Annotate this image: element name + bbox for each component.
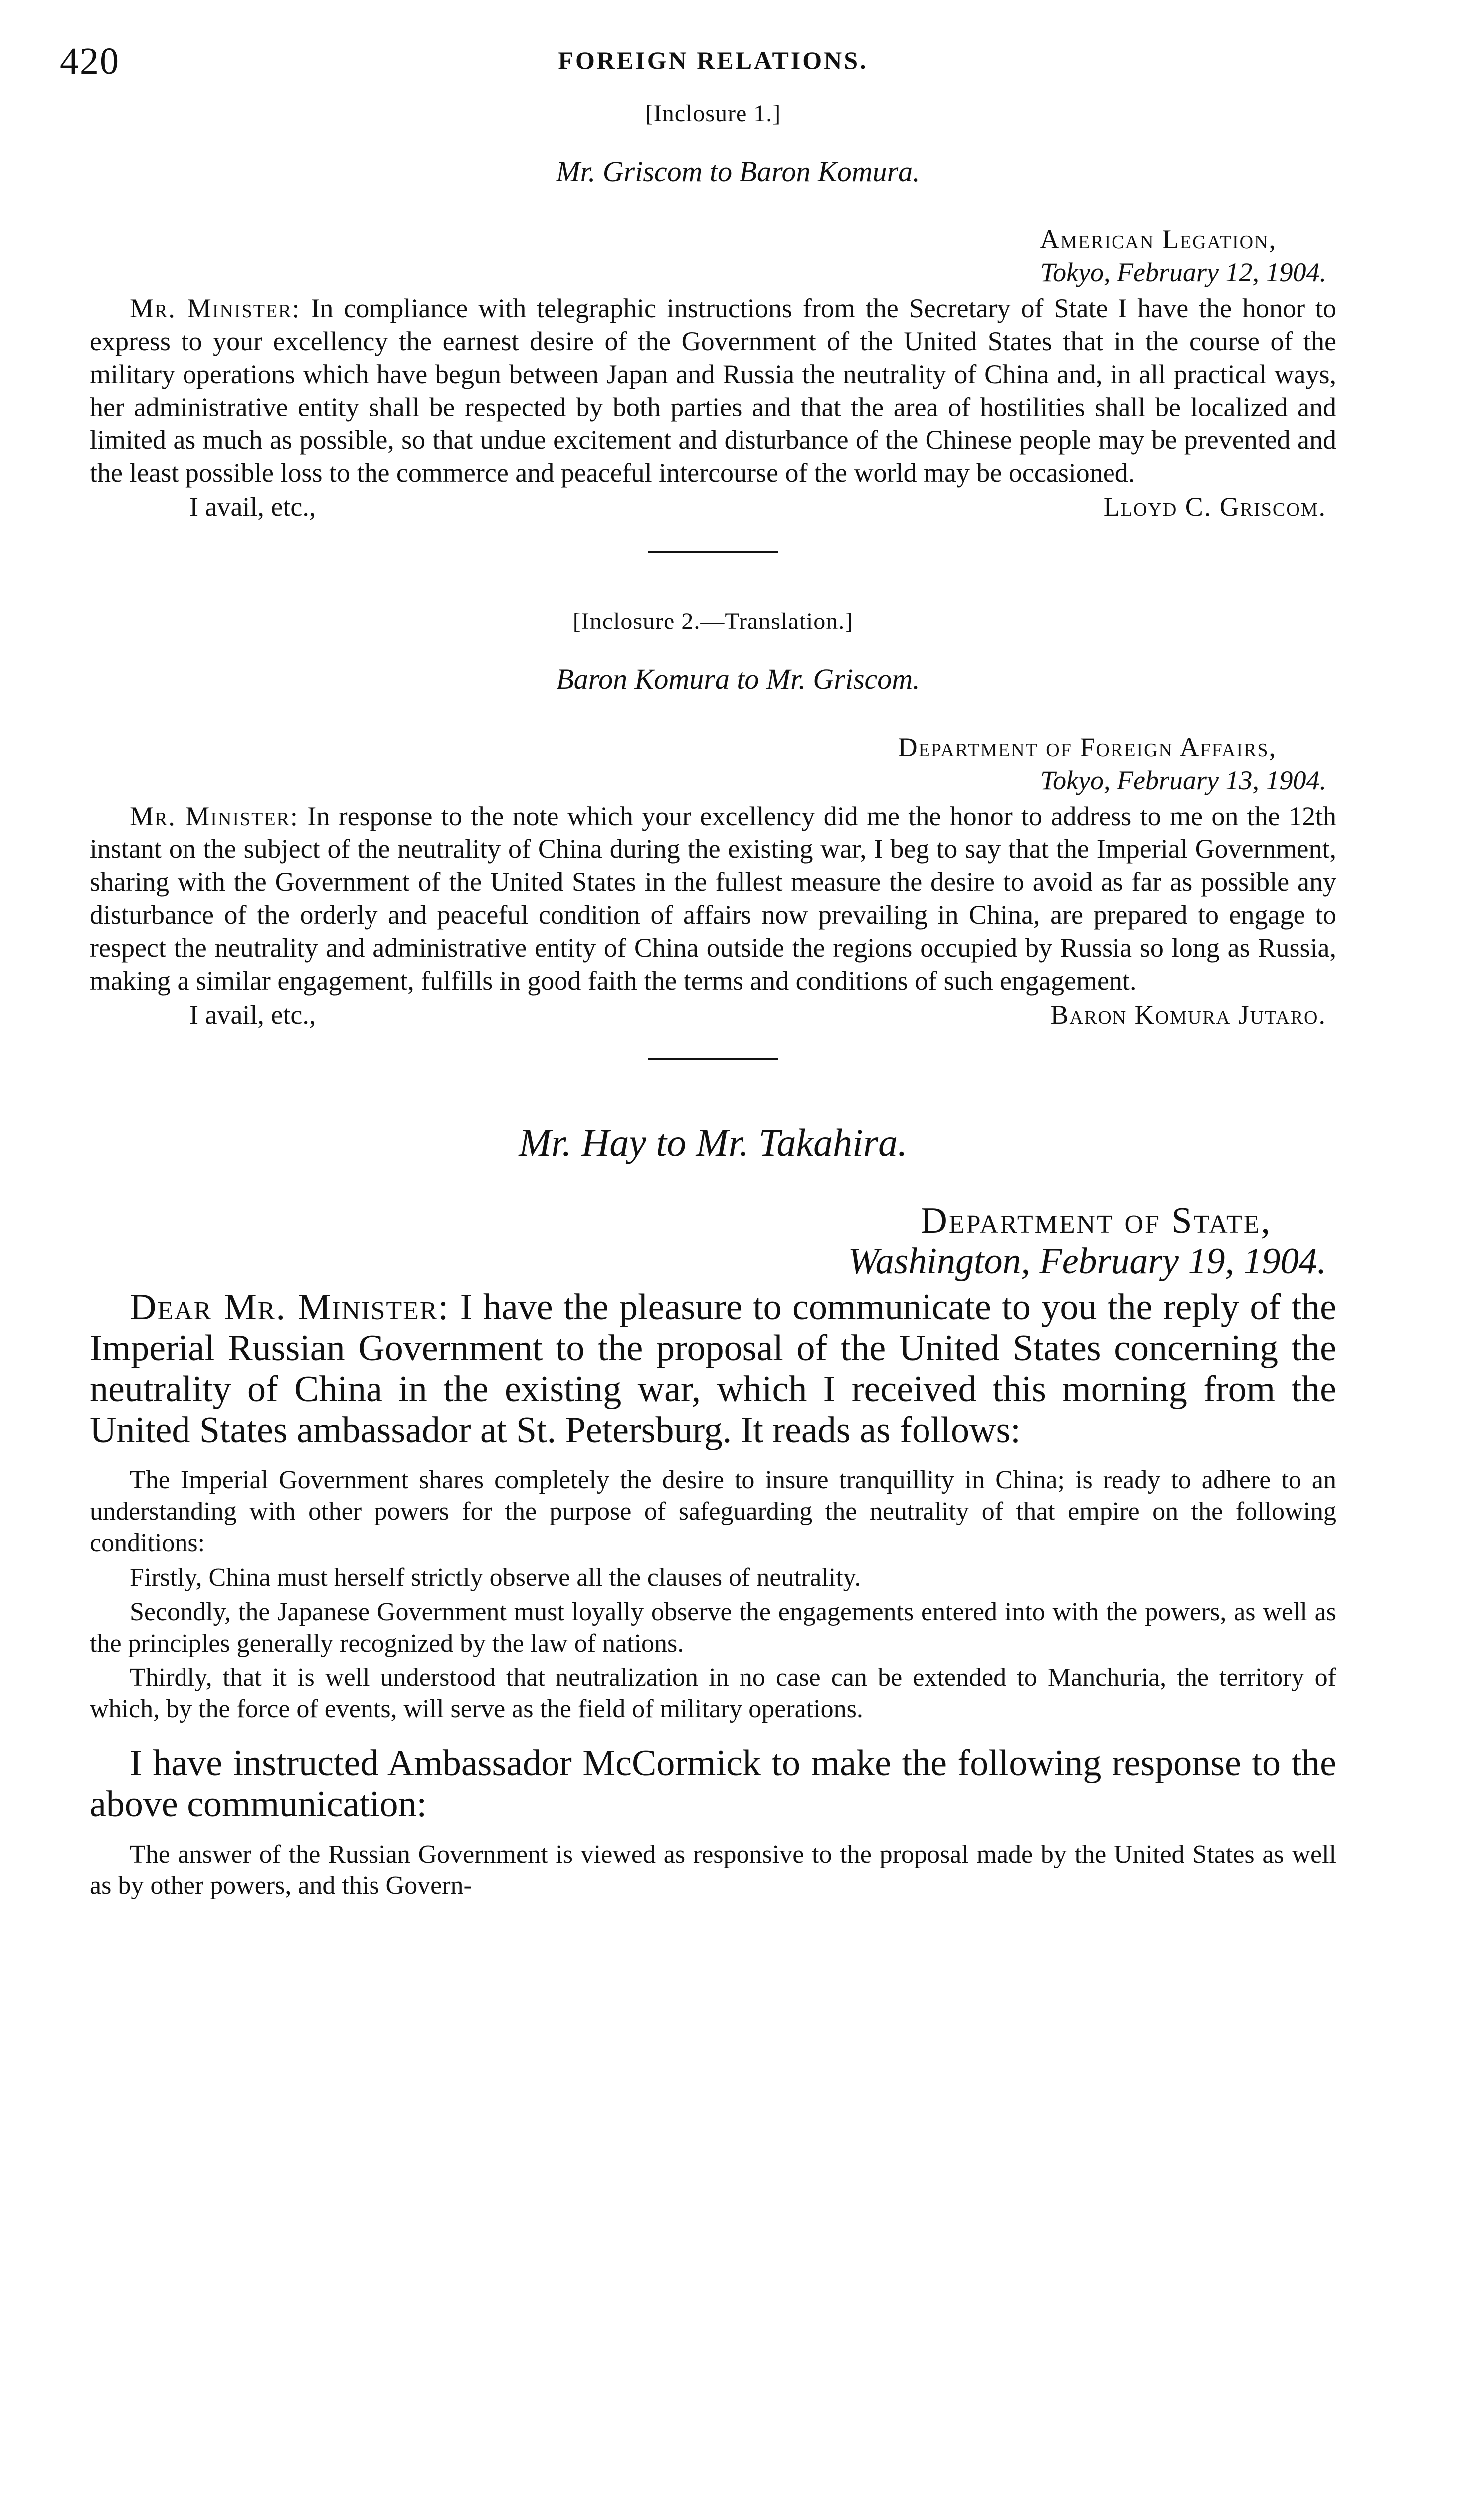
response-paragraph: The answer of the Russian Government is viewed as responsive to the proposal made by the United States as well as by other powers, and this Govern- <box>90 1840 1336 1900</box>
quote-paragraph: Firstly, China must herself strictly observe all the clauses of neutrality. <box>130 1563 861 1592</box>
closing: I avail, etc., <box>189 1000 316 1030</box>
closing-row <box>90 490 1336 523</box>
running-head: FOREIGN RELATIONS. <box>558 46 868 74</box>
dateline-office: American Legation, <box>1040 224 1277 254</box>
dateline-office: Department of State, <box>921 1200 1272 1241</box>
dateline <box>90 1200 1336 1282</box>
signature: Baron Komura Jutaro. <box>1050 1000 1326 1030</box>
document-page <box>60 35 1337 1901</box>
letter-heading: Baron Komura to Mr. Griscom. <box>556 663 920 695</box>
letter-body <box>90 800 1336 997</box>
intro-text: I have the pleasure to communicate to you the reply of the Imperial Russian Government to the proposal of the United States concerning the neutrality of China in the existing war, which I received this morning from the United States ambassador at St. Petersburg. It reads as follows: <box>90 1287 1336 1451</box>
quote-paragraph: Secondly, the Japanese Government must loyally observe the engagements entered into with the powers, as well as the principles generally recognized by the law of nations. <box>90 1598 1336 1658</box>
quote-paragraph: Thirdly, that it is well understood that neutralization in no case can be extended to Manchuria, the territory of which, by the force of events, will serve as the field of military operations. <box>90 1663 1336 1723</box>
inclosure-label: [Inclosure 1.] <box>645 100 781 127</box>
closing-row <box>90 998 1336 1031</box>
instruction-text: I have instructed Ambassador McCormick to make the following response to the above communication: <box>90 1743 1336 1825</box>
page-header <box>60 35 1336 90</box>
dateline-place-date: Tokyo, February 12, 1904. <box>1040 257 1326 287</box>
salutation: Dear Mr. Minister: <box>130 1287 450 1328</box>
section-divider <box>648 1058 778 1060</box>
letter-heading: Mr. Griscom to Baron Komura. <box>556 155 920 188</box>
closing: I avail, etc., <box>189 492 316 522</box>
quoted-response <box>90 1839 1336 1901</box>
instruction-paragraph <box>90 1743 1336 1825</box>
section-divider <box>648 551 778 553</box>
dateline <box>90 223 1336 289</box>
letter-intro <box>90 1287 1336 1451</box>
body-text: In response to the note which your excellency did me the honor to address to me on the 12th instant on the subject of the neutrality of China during the existing war, I beg to say that the Imperial Government, sharing with the Government of the United States in the fullest measure the desire to avoid as far as possible any disturbance of the orderly and peaceful condition of affairs now prevailing in China, are prepared to engage to respect the neutrality and administrative entity of China outside the regions occupied by Russia so long as Russia, making a similar engagement, fulfills in good faith the terms and conditions of such engagement. <box>90 801 1337 996</box>
quote-paragraph: The Imperial Government shares completely the desire to insure tranquillity in China; is ready to adhere to an understanding with other powers for the purpose of safeguarding the neutrality of that empire on the following conditions: <box>90 1466 1336 1557</box>
quoted-reply <box>90 1464 1336 1725</box>
dateline-place-date: Tokyo, February 13, 1904. <box>1040 765 1326 795</box>
inclosure-2 <box>90 608 1336 1060</box>
salutation: Mr. Minister: <box>130 293 301 323</box>
inclosure-1 <box>90 100 1336 553</box>
body-text: In compliance with telegraphic instructions from the Secretary of State I have the honor to express to your excellency the earnest desire of the Government of the United States that in the course of the military operations which have begun between Japan and Russia the neutrality of China and, in all practical ways, her administrative entity shall be respected by both parties and that the area of hostilities shall be localized and limited as much as possible, so that undue excitement and disturbance of the Chinese people may be prevented and the least possible loss to the commerce and peaceful intercourse of the world may be occasioned. <box>90 293 1337 488</box>
dateline-office: Department of Foreign Affairs, <box>898 732 1277 762</box>
inclosure-label: [Inclosure 2.—Translation.] <box>572 608 854 634</box>
page-number: 420 <box>60 40 120 82</box>
salutation: Mr. Minister: <box>130 801 299 831</box>
letter-heading: Mr. Hay to Mr. Takahira. <box>519 1121 908 1164</box>
main-letter <box>90 1120 1336 1901</box>
dateline <box>90 731 1336 797</box>
signature: Lloyd C. Griscom. <box>1103 492 1326 522</box>
dateline-place-date: Washington, February 19, 1904. <box>848 1241 1326 1282</box>
letter-body <box>90 292 1336 489</box>
